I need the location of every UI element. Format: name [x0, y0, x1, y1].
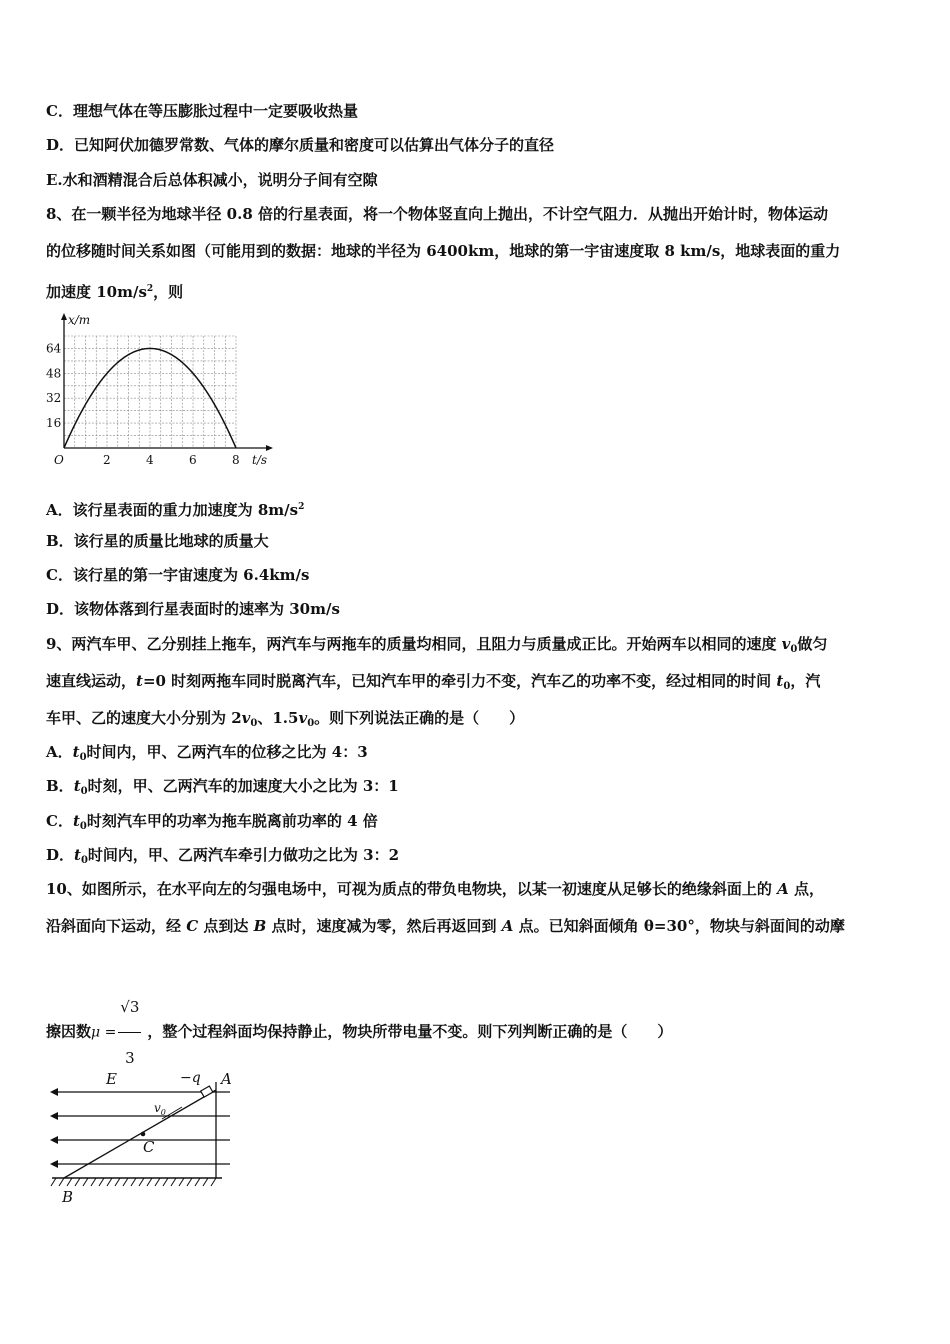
- label-e: E: [106, 1070, 117, 1088]
- q8-option-c: C．该行星的第一宇宙速度为 6.4km/s: [46, 566, 310, 584]
- q7-option-c: C．理想气体在等压膨胀过程中一定要吸收热量: [46, 102, 358, 120]
- x-axis-arrowhead: [266, 445, 273, 451]
- y-tick-label: 32: [46, 391, 62, 406]
- q8-stem-line1: 8、在一颗半径为地球半径 0.8 倍的行星表面，将一个物体竖直向上抛出，不计空气阻力．从抛出开始计时，物体运动: [46, 205, 828, 223]
- y-tick-label: 48: [46, 366, 62, 381]
- incline-surface: [64, 1090, 216, 1178]
- q9-option-a: A．$t_0$时间内，甲、乙两汽车的位移之比为 4：3: [46, 743, 368, 763]
- x-axis-label: t/s: [252, 453, 268, 467]
- q7-option-e: E.水和酒精混合后总体积减小，说明分子间有空隙: [46, 171, 378, 189]
- label-charge: −q: [180, 1070, 201, 1086]
- ground-hatching: [51, 1178, 216, 1186]
- field-arrowhead: [50, 1088, 58, 1096]
- label-c: C: [143, 1138, 155, 1156]
- q8-option-a: A．该行星表面的重力加速度为 $8m/s^2$: [46, 501, 305, 519]
- label-a: A: [221, 1070, 232, 1088]
- x-tick-label: 6: [189, 453, 197, 467]
- q8-option-b: B．该行星的质量比地球的质量大: [46, 532, 269, 550]
- y-axis-label: x/m: [68, 313, 91, 327]
- q10-stem-line2: 沿斜面向下运动，经 C 点到达 B 点时，速度减为零，然后再返回到 A 点。已知斜面倾角 θ=30°，物块与斜面间的动摩: [46, 917, 845, 935]
- x-tick-label: 8: [232, 453, 240, 467]
- fraction-sqrt3-over-3: $\frac{√3}{3}$: [118, 984, 141, 1081]
- field-arrowhead: [50, 1160, 58, 1168]
- q9-option-b: B．$t_0$时刻，甲、乙两汽车的加速度大小之比为 3：1: [46, 777, 399, 797]
- q9-option-d: D．$t_0$时间内，甲、乙两汽车牵引力做功之比为 3：2: [46, 846, 400, 866]
- q8-stem-line2: 的位移随时间关系如图（可能用到的数据：地球的半径为 6400km，地球的第一宇宙速度取 8 km/s，地球表面的重力: [46, 242, 841, 260]
- mu-symbol: μ =: [91, 1024, 117, 1041]
- charged-block: [201, 1086, 213, 1097]
- q10-stem-line1: 10、如图所示，在水平向左的匀强电场中，可视为质点的带负电物块，以某一初速度从足够长的绝缘斜面上的 A 点，: [46, 880, 824, 898]
- q8-stem-line3: 加速度 $10m/s^2$，则: [46, 283, 184, 301]
- q9-stem-line3: 车甲、乙的速度大小分别为 $2v_0$、$1.5v_0$。则下列说法正确的是（ ）: [46, 709, 525, 729]
- y-tick-label: 64: [46, 341, 62, 356]
- label-b: B: [62, 1188, 74, 1206]
- x-tick-label: 2: [103, 453, 111, 467]
- q9-stem-line1: 9、两汽车甲、乙分别挂上拖车，两汽车与两拖车的质量均相同，且阻力与质量成正比。开始两车以相同的速度 $v_0$做匀: [46, 635, 828, 655]
- origin-label: O: [54, 453, 64, 467]
- field-arrowhead: [50, 1112, 58, 1120]
- q9-stem-line2: 速直线运动，t=0 时刻两拖车同时脱离汽车，已知汽车甲的牵引力不变，汽车乙的功率不变，经过相同的时间 $t_0$，汽: [46, 672, 821, 692]
- point-c-dot: [141, 1132, 146, 1137]
- field-arrowhead: [50, 1136, 58, 1144]
- label-v0: $v_0$: [154, 1101, 166, 1117]
- incline-field-diagram: [44, 1062, 244, 1212]
- q8-option-d: D．该物体落到行星表面时的速率为 30m/s: [46, 600, 340, 618]
- x-tick-label: 4: [146, 453, 154, 467]
- y-axis-arrowhead: [61, 313, 67, 320]
- y-tick-label: 16: [46, 416, 62, 431]
- q10-stem-line3: 擦因数μ = $\frac{√3}{3}$ ，整个过程斜面均保持静止，物块所带电量不变。则下列判断正确的是（ ）: [46, 984, 672, 1081]
- q9-option-c: C．$t_0$时刻汽车甲的功率为拖车脱离前功率的 4 倍: [46, 812, 378, 832]
- x-t-graph: [44, 310, 274, 470]
- q7-option-d: D．已知阿伏加德罗常数、气体的摩尔质量和密度可以估算出气体分子的直径: [46, 136, 555, 154]
